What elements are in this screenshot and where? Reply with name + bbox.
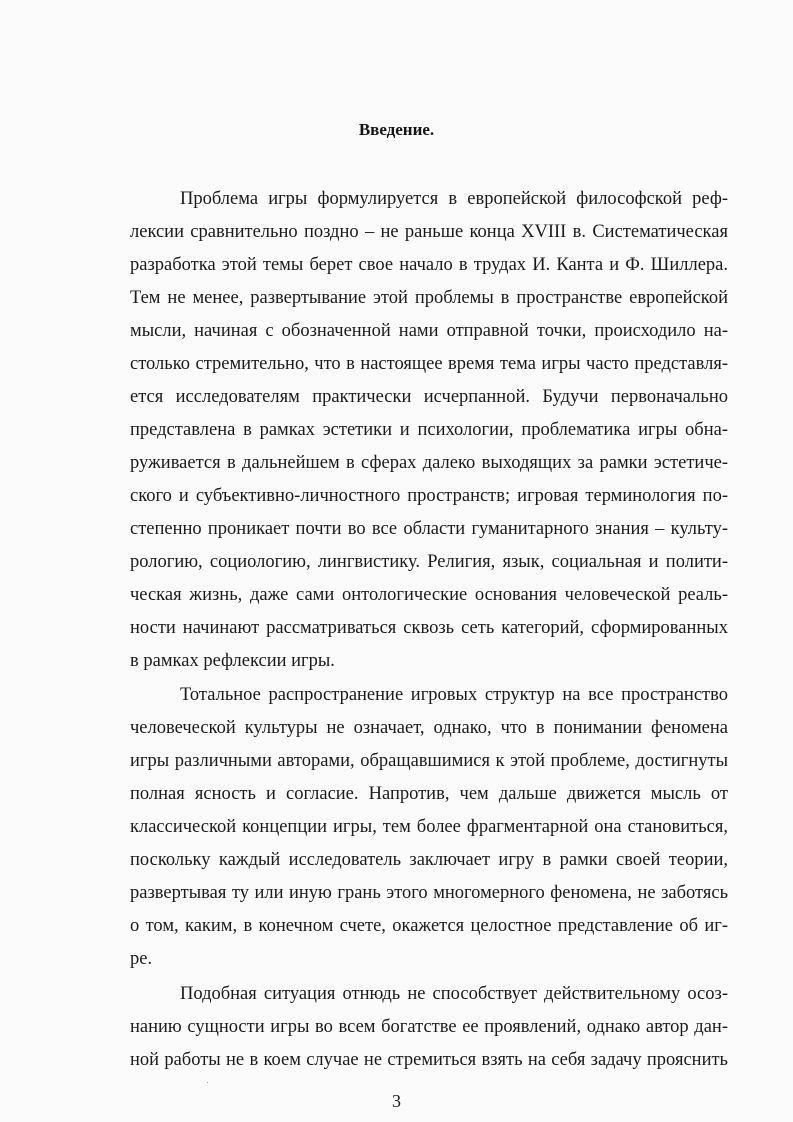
paragraph-1-line-14: ности начинают рассматриваться сквозь сеть категорий, сформированных — [130, 618, 728, 638]
scan-artifact — [207, 1082, 208, 1083]
paragraph-1-line-15: в рамках рефлексии игры. — [130, 651, 335, 671]
paragraph-1-line-4: Тем не менее, развертывание этой проблемы в пространстве европейской — [130, 288, 728, 308]
paragraph-2-line-4: полная ясность и согласие. Напротив, чем дальше движется мысль от — [130, 784, 728, 804]
paragraph-2-line-3: игры различными авторами, обращавшимися к этой проблеме, достигнуты — [130, 751, 728, 771]
paragraph-1-line-2: лексии сравнительно поздно – не раньше конца XVIII в. Систематическая — [130, 222, 728, 242]
paragraph-2-line-2: человеческой культуры не означает, однако, что в понимании феномена — [130, 718, 728, 738]
paragraph-1-line-12: рологию, социологию, лингвистику. Религия, язык, социальная и полити- — [130, 552, 728, 572]
paragraph-1-line-11: степенно проникает почти во все области гуманитарного знания – культу- — [130, 519, 728, 539]
paragraph-1-line-1: Проблема игры формулируется в европейской философской реф- — [180, 189, 728, 209]
paragraph-2-line-7: развертывая ту или иную грань этого многомерного феномена, не заботясь — [130, 883, 728, 903]
paragraph-2-line-9: ре. — [130, 949, 153, 969]
paragraph-1-line-5: мысли, начиная с обозначенной нами отправной точки, происходило на- — [130, 321, 728, 341]
paragraph-3-line-3: ной работы не в коем случае не стремиться взять на себя задачу прояснить — [130, 1050, 728, 1070]
paragraph-1-line-3: разработка этой темы берет свое начало в трудах И. Канта и Ф. Шиллера. — [130, 255, 728, 275]
paragraph-1-line-6: столько стремительно, что в настоящее время тема игры часто представля- — [130, 354, 728, 374]
paragraph-1-line-7: ется исследователям практически исчерпанной. Будучи первоначально — [130, 387, 728, 407]
paragraph-2-line-8: о том, каким, в конечном счете, окажется целостное представление об иг- — [130, 916, 728, 936]
paragraph-2-line-1: Тотальное распространение игровых структур на все пространство — [180, 685, 728, 705]
paragraph-1-line-13: ческая жизнь, даже сами онтологические основания человеческой реаль- — [130, 585, 728, 605]
paragraph-3-line-1: Подобная ситуация отнюдь не способствует действительному осоз- — [180, 984, 728, 1004]
paragraph-1-line-9: руживается в дальнейшем в сферах далеко выходящих за рамки эстетиче- — [130, 453, 728, 473]
paragraph-1-line-10: ского и субъективно-личностного пространств; игровая терминология по- — [130, 486, 728, 506]
paragraph-3-line-2: нанию сущности игры во всем богатстве ее проявлений, однако автор дан- — [130, 1017, 728, 1037]
paragraph-1-line-8: представлена в рамках эстетики и психологии, проблематика игры обна- — [130, 420, 728, 440]
page-title: Введение. — [358, 120, 435, 139]
paragraph-2-line-6: поскольку каждый исследователь заключает игру в рамки своей теории, — [130, 850, 728, 870]
paragraph-2-line-5: классической концепции игры, тем более фрагментарной она становиться, — [130, 817, 728, 837]
page-number: 3 — [392, 1091, 401, 1111]
